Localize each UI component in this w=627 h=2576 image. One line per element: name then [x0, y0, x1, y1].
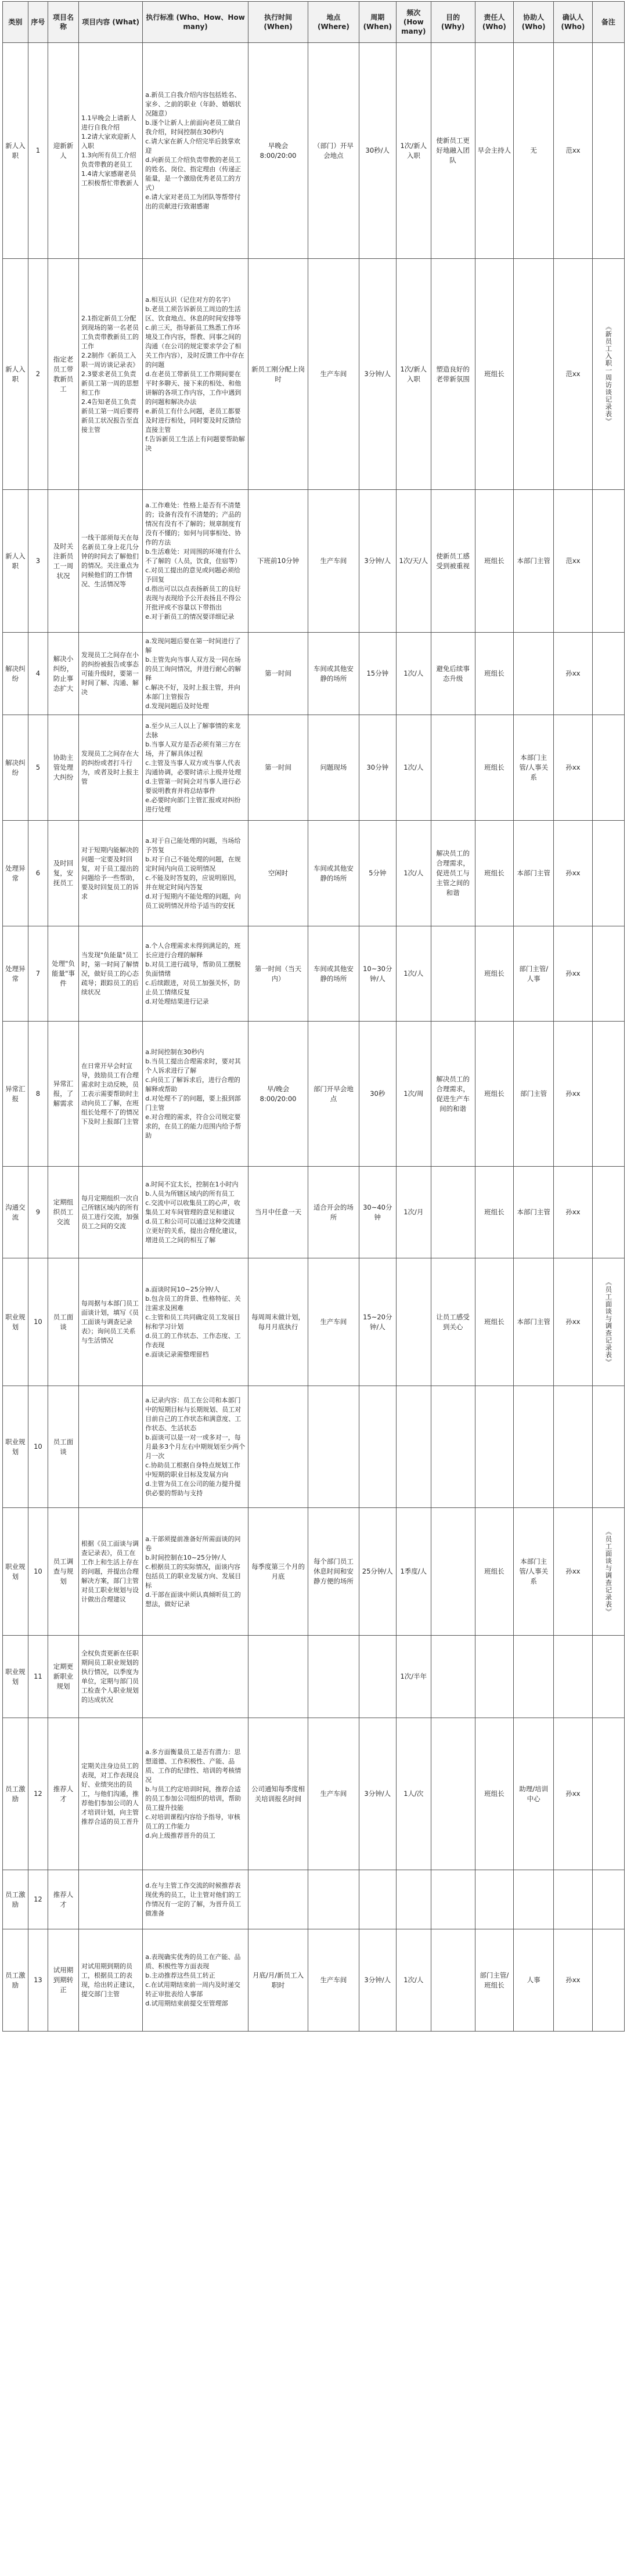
owner — [475, 1636, 514, 1718]
execution-standard: a.记录内容：员工在公司和本部门中的短期目标与长期规划、员工对目前自己的工作状态和满意度、工作状态、生活状态 b.面谈可以是一对一或多对一，每月最多3个月左右中期规划至少两个月一次 c.协助员工根据自身特点规划工作中短期的职业目标及发展方向 d.主管为员工在公司的能力提升提供必要的帮助与支持 — [143, 1386, 248, 1508]
column-header: 周期 (When) — [359, 2, 396, 43]
location: 适合开会的场所 — [308, 1167, 359, 1258]
execution-standard: a.面谈时间10~25分钟/人 b.包含员工的背景、性格特征、关注需求及困难 c.主管和员工共同确定员工发展目标和学习计划 d.员工的工作状态、工作态度、工作表现 e.面谈记录需整理留档 — [143, 1258, 248, 1386]
frequency: 1次/人 — [396, 926, 431, 1022]
purpose — [431, 1870, 475, 1929]
assistant: 本部门主管/人事关系 — [514, 715, 554, 821]
execution-standard: a.新员工自我介绍内容包括姓名、家乡、之前的职业（年龄、婚姻状况随意） b.逐个让新人上前面向老员工做自我介绍，时间控制在30秒内 c.请大家在新人介绍完毕后鼓掌欢迎 d.向新员工介绍负责带教的老员工的姓名、岗位、指定理由（传递正能量，是一个激励优秀老员工的方式） e.请大家对老员工为团队等帮带付出的贡献进行致谢感谢 — [143, 43, 248, 259]
item-content: 对试用期到期的员工，根据员工的表现，给出转正建议，提交部门主管 — [78, 1929, 142, 2032]
table-body — [3, 43, 625, 2032]
remark-text: 《新员工入职一周访谈记录表》 — [604, 323, 613, 425]
category-cell: 新人入职 — [3, 43, 28, 259]
row-number: 6 — [28, 821, 48, 926]
row-number: 4 — [28, 633, 48, 715]
table-row — [3, 43, 625, 259]
row-number: 10 — [28, 1386, 48, 1508]
category-cell: 异常汇报 — [3, 1022, 28, 1167]
category-cell: 解决纠纷 — [3, 715, 28, 821]
item-name: 处理"负能量"事件 — [48, 926, 79, 1022]
execution-time: 第一时间（当天内） — [248, 926, 308, 1022]
execution-standard: a.对于自己能处理的问题，当场给予答复 b.对于自己不能处理的问题，在规定时间内向员工说明情况 c.不能及时答复的，应说明原因，并在规定时间内答复 d.对于短期内不能处理的问题，向员工说明情况并给予适当的安抚 — [143, 821, 248, 926]
category-cell: 员工激励 — [3, 1718, 28, 1870]
execution-standard: a.个人合理需求未得到满足的，班长应进行合理的解释 b.对员工进行疏导，帮助员工摆脱负面情绪 c.后续跟进，对员工加强关怀，防止员工情绪反复 d.对处理结果进行记录 — [143, 926, 248, 1022]
table-row — [3, 1167, 625, 1258]
assistant — [514, 1386, 554, 1508]
column-header: 执行时间 (When) — [248, 2, 308, 43]
table-row — [3, 490, 625, 633]
row-number: 3 — [28, 490, 48, 633]
execution-time — [248, 1386, 308, 1508]
owner: 班组长 — [475, 1508, 514, 1636]
confirmer — [554, 1386, 593, 1508]
frequency: 1次/新人入职 — [396, 259, 431, 490]
purpose — [431, 1508, 475, 1636]
category-cell: 职业规划 — [3, 1386, 28, 1508]
frequency — [396, 1258, 431, 1386]
cycle: 3分钟/人 — [359, 1929, 396, 2032]
remark — [592, 1508, 624, 1636]
item-content: 一线干部须每天在每名新员工身上花几分钟的时间去了解他们的情况。关注重点为问候他们的工作情况、生活情况等 — [78, 490, 142, 633]
frequency: 1季度/人 — [396, 1508, 431, 1636]
item-content: 当发现"负能量"员工时，第一时间了解情况，做好员工的心态疏导；跟踪员工的后续状况 — [78, 926, 142, 1022]
category-cell: 新人入职 — [3, 259, 28, 490]
purpose — [431, 715, 475, 821]
execution-time: 公司通知每季度相关培训报名时间 — [248, 1718, 308, 1870]
item-content — [78, 1386, 142, 1508]
table-row — [3, 926, 625, 1022]
owner: 班组长 — [475, 633, 514, 715]
remark — [592, 259, 624, 490]
confirmer: 孙xx — [554, 821, 593, 926]
cycle: 15分钟 — [359, 633, 396, 715]
confirmer: 范xx — [554, 490, 593, 633]
remark — [592, 1386, 624, 1508]
item-name: 异常汇报，了解需求 — [48, 1022, 79, 1167]
table-row — [3, 1386, 625, 1508]
item-content: 1.1早晚会上请新人进行自我介绍 1.2请大家欢迎新人入职 1.3向所有员工介绍负责带教的老员工 1.4请大家感谢老员工积极帮忙带教新人 — [78, 43, 142, 259]
item-name: 员工面谈 — [48, 1258, 79, 1386]
row-number: 13 — [28, 1929, 48, 2032]
category-cell: 职业规划 — [3, 1508, 28, 1636]
column-header: 地点 (Where) — [308, 2, 359, 43]
item-content: 发现员工之间存在大的纠纷或者打斗行为，或者及时上报主管 — [78, 715, 142, 821]
confirmer: 范xx — [554, 259, 593, 490]
execution-standard: a.时间控制在30秒内 b.当员工提出合理需求时，要对其个人诉求进行了解 c.向员工了解诉求后，进行合理的解释或帮助 d.对处理不了的问题，要上报到部门主管 e.对合理的需求，符合公司规定要求的，在员工的能力范围内给予帮助 — [143, 1022, 248, 1167]
row-number: 12 — [28, 1870, 48, 1929]
frequency — [396, 1386, 431, 1508]
location — [308, 1636, 359, 1718]
owner: 班组长 — [475, 1258, 514, 1386]
confirmer: 孙xx — [554, 1508, 593, 1636]
execution-time: 下班前10分钟 — [248, 490, 308, 633]
location: 车间或其他安静的场所 — [308, 926, 359, 1022]
confirmer: 孙xx — [554, 926, 593, 1022]
confirmer: 孙xx — [554, 715, 593, 821]
confirmer: 孙xx — [554, 1929, 593, 2032]
category-cell: 员工激励 — [3, 1870, 28, 1929]
purpose: 让员工感受到关心 — [431, 1258, 475, 1386]
frequency: 1次/人 — [396, 633, 431, 715]
cycle: 15~20分钟/人 — [359, 1258, 396, 1386]
assistant: 本部门主管 — [514, 1167, 554, 1258]
item-name: 员工调查与规划 — [48, 1508, 79, 1636]
table-row — [3, 821, 625, 926]
confirmer: 孙xx — [554, 1022, 593, 1167]
execution-standard: a.发现问题后要在第一时间进行了解 b.主管先向当事人双方及一同在场的员工询问情况，并进行耐心的解释 c.解决不好，及时上报主管，并向本部门主管报告 d.发现问题后及时处理 — [143, 633, 248, 715]
item-content: 根据《员工面谈与调查记录表》，员工在工作上和生活上存在的问题，并提出合理解决方案，部门主管对员工职业规划与设计做出合理建议 — [78, 1508, 142, 1636]
assistant: 本部门主管 — [514, 490, 554, 633]
remark — [592, 1929, 624, 2032]
owner: 班组长 — [475, 1022, 514, 1167]
table-row — [3, 1258, 625, 1386]
item-content: 发现员工之间存在小的纠纷被报告或事态可能升级时，要第一时间了解、沟通、解决 — [78, 633, 142, 715]
owner — [475, 1386, 514, 1508]
frequency: 1次/月 — [396, 1167, 431, 1258]
category-cell: 处理异常 — [3, 926, 28, 1022]
cycle — [359, 1870, 396, 1929]
execution-standard: d.在与主管工作交流的时候推荐表现优秀的员工，让主管对他们的工作情况有一定的了解，为晋升员工做准备 — [143, 1870, 248, 1929]
row-number: 5 — [28, 715, 48, 821]
execution-time: 第一时间 — [248, 715, 308, 821]
assistant — [514, 633, 554, 715]
execution-time: 第一时间 — [248, 633, 308, 715]
table-row — [3, 1508, 625, 1636]
column-header: 备注 — [592, 2, 624, 43]
item-name: 及时关注新员工一周状况 — [48, 490, 79, 633]
confirmer: 孙xx — [554, 1258, 593, 1386]
remark — [592, 1258, 624, 1386]
owner: 班组长 — [475, 821, 514, 926]
item-content: 全权负责更新在任职期间员工职业规划的执行情况，以季度为单位，定期与部门员工检查个人职业规划的达成状况 — [78, 1636, 142, 1718]
cycle — [359, 1636, 396, 1718]
owner: 班组长 — [475, 1718, 514, 1870]
execution-time: 新员工刚分配上岗时 — [248, 259, 308, 490]
remark — [592, 633, 624, 715]
cycle: 5分钟 — [359, 821, 396, 926]
category-cell: 职业规划 — [3, 1636, 28, 1718]
execution-time: 空闲时 — [248, 821, 308, 926]
purpose — [431, 1929, 475, 2032]
location: 问题现场 — [308, 715, 359, 821]
category-cell: 职业规划 — [3, 1258, 28, 1386]
item-content: 在日常开早会时宣导，鼓励员工有合理需求时主动反映，员工表示需要帮助时主动向员工了解，在班组长处理不了的情况下及时上报部门主管 — [78, 1022, 142, 1167]
execution-time: 月底/月/新员工入职时 — [248, 1929, 308, 2032]
execution-standard: a.时间不宜太长，控制在1小时内 b.人员为所辖区域内的所有员工 c.交流中可以收集员工的心声，收集员工对车间管理的意见和建议 d.员工和公司可以通过这种交流建立更好的关系，提出合理化建议，增进员工之间的相互了解 — [143, 1167, 248, 1258]
assistant: 部门主管/人事 — [514, 926, 554, 1022]
remark — [592, 715, 624, 821]
owner: 班组长 — [475, 490, 514, 633]
purpose — [431, 1386, 475, 1508]
item-name: 推荐人才 — [48, 1870, 79, 1929]
execution-time: 每季度第三个月的月底 — [248, 1508, 308, 1636]
category-cell: 新人入职 — [3, 490, 28, 633]
location: 车间或其他安静的场所 — [308, 633, 359, 715]
table-row — [3, 633, 625, 715]
assistant: 本部门主管/人事关系 — [514, 1508, 554, 1636]
row-number: 8 — [28, 1022, 48, 1167]
row-number: 7 — [28, 926, 48, 1022]
remark — [592, 1636, 624, 1718]
purpose: 塑造良好的老带新氛围 — [431, 259, 475, 490]
column-header: 责任人 (Who) — [475, 2, 514, 43]
remark — [592, 926, 624, 1022]
location: （部门）开早会地点 — [308, 43, 359, 259]
column-header: 确认人 (Who) — [554, 2, 593, 43]
cycle: 30分钟 — [359, 715, 396, 821]
item-name: 指定老员工带教新员工 — [48, 259, 79, 490]
execution-time — [248, 1870, 308, 1929]
frequency: 1次/人 — [396, 1929, 431, 2032]
assistant: 无 — [514, 43, 554, 259]
item-content: 2.1指定新员工分配到现场的第一名老员工负责带教新员工的工作 2.2制作《新员工入职一周访谈记录表》 2.3要求老员工负责新员工第一周的思想和工作 2.4告知老员工负责新员工第一周后要将新员工状况报告至直接主管 — [78, 259, 142, 490]
remark-text: 《员工面谈与调查记录表》 — [604, 1278, 613, 1366]
remark — [592, 1870, 624, 1929]
row-number: 9 — [28, 1167, 48, 1258]
location: 生产车间 — [308, 1718, 359, 1870]
column-header: 项目名称 — [48, 2, 79, 43]
column-header: 频次 (How many) — [396, 2, 431, 43]
cycle: 3分钟/人 — [359, 259, 396, 490]
item-name: 迎新新人 — [48, 43, 79, 259]
item-content: 对于短期内能解决的问题一定要及时回复，对于员工提出的问题给予一些帮助，要及时回复员工的诉求 — [78, 821, 142, 926]
frequency: 1次/周 — [396, 1022, 431, 1167]
remark — [592, 490, 624, 633]
cycle: 3分钟/人 — [359, 490, 396, 633]
item-name: 解决小纠纷，防止事态扩大 — [48, 633, 79, 715]
category-cell: 员工激励 — [3, 1929, 28, 2032]
frequency: 1次/人 — [396, 821, 431, 926]
execution-time: 早晚会 8:00/20:00 — [248, 43, 308, 259]
purpose: 解决员工的合理需求，促进员工与主管之间的和谐 — [431, 821, 475, 926]
execution-standard: a.表现确实优秀的员工在产能、品质、积极性等方面表现 b.主动推荐这些员工转正 c.在试用期结束前一周内及时递交转正审批表给人事部 d.试用期结束前提交至管理部 — [143, 1929, 248, 2032]
column-header: 序号 — [28, 2, 48, 43]
assistant — [514, 259, 554, 490]
frequency: 1次/人 — [396, 715, 431, 821]
assistant — [514, 1870, 554, 1929]
owner: 部门主管/班组长 — [475, 1929, 514, 2032]
location: 生产车间 — [308, 1258, 359, 1386]
item-content: 定期关注身边员工的表现，对工作表现良好、业绩突出的员工，与他们沟通，推荐他们参加公司的人才培训计划，向主管推荐合适的员工晋升 — [78, 1718, 142, 1870]
execution-standard: a.工作难处：性格上是否有不清楚的；设备有没有不清楚的；产品的情况有没有不了解的；规章制度有没有不懂的；如何与同事相处、协作的方法 b.生活难处：对周围的环境有什么不了解的（人员，饮食，住宿等） c.对员工提出的意见或问题必须给予回复 d.指出可以以点表扬新员工的良好表现与表现给予公开表扬且不得公开批评或不容量以下带指出 e.对于新员工的情况要详细记录 — [143, 490, 248, 633]
location: 生产车间 — [308, 259, 359, 490]
category-cell: 沟通交流 — [3, 1167, 28, 1258]
row-number: 1 — [28, 43, 48, 259]
row-number: 10 — [28, 1508, 48, 1636]
purpose: 使新员工更好地融入团队 — [431, 43, 475, 259]
assistant: 部门主管 — [514, 1022, 554, 1167]
purpose — [431, 1718, 475, 1870]
sheet — [2, 1, 625, 2032]
item-name: 员工面谈 — [48, 1386, 79, 1508]
table-row — [3, 1929, 625, 2032]
frequency: 1人/次 — [396, 1718, 431, 1870]
management-table — [2, 1, 625, 2032]
column-header: 执行标准 (Who、How、How many) — [143, 2, 248, 43]
execution-standard: a.干部须提前准备好所需面谈的问卷 b.时间控制在10~25分钟/人 c.根据员工的实际情况，面谈内容包括员工的职业发展方向、发展目标 d.干部在面谈中须认真倾听员工的想法，做好记录 — [143, 1508, 248, 1636]
item-content: 每月定期组织一次自己所辖区域内的所有员工进行交流，加强员工之间的交流 — [78, 1167, 142, 1258]
column-header: 协助人 (Who) — [514, 2, 554, 43]
owner: 班组长 — [475, 259, 514, 490]
table-row — [3, 259, 625, 490]
execution-time: 每周周末做计划，每月月底执行 — [248, 1258, 308, 1386]
header-row — [3, 2, 625, 43]
confirmer: 孙xx — [554, 1167, 593, 1258]
location: 生产车间 — [308, 1929, 359, 2032]
location: 每个部门员工休息时间和安静方便的场所 — [308, 1508, 359, 1636]
item-name: 定期组织员工交流 — [48, 1167, 79, 1258]
cycle: 10~30分钟/人 — [359, 926, 396, 1022]
purpose — [431, 926, 475, 1022]
execution-standard: a.多方面衡量员工是否有潜力：思想道德、工作积极性、产能、品质、工作的纪律性、培训的考核情况 b.与员工约定培训时间，推荐合适的员工参加公司组织的培训，帮助员工提升技能 c.对培训课程内容给予指导，审核员工的工作能力 d.向上级推荐晋升的员工 — [143, 1718, 248, 1870]
remark — [592, 1718, 624, 1870]
location: 车间或其他安静的场所 — [308, 821, 359, 926]
confirmer: 范xx — [554, 43, 593, 259]
item-content: 每周据与本部门员工面谈计划，填写《员工面谈与调查记录表》；询问员工关系与生活情况 — [78, 1258, 142, 1386]
table-row — [3, 1870, 625, 1929]
category-cell: 解决纠纷 — [3, 633, 28, 715]
item-name: 试用期到期转正 — [48, 1929, 79, 2032]
confirmer — [554, 1870, 593, 1929]
purpose — [431, 1167, 475, 1258]
column-header: 项目内容 (What) — [78, 2, 142, 43]
frequency — [396, 1870, 431, 1929]
assistant: 本部门主管 — [514, 821, 554, 926]
item-name: 协助主管处理大纠纷 — [48, 715, 79, 821]
execution-time — [248, 1636, 308, 1718]
remark — [592, 1022, 624, 1167]
frequency: 1次/天/人 — [396, 490, 431, 633]
execution-standard — [143, 1636, 248, 1718]
owner — [475, 1870, 514, 1929]
table-row — [3, 1718, 625, 1870]
cycle — [359, 1386, 396, 1508]
execution-standard: a.相互认识（记住对方的名字） b.老员工须告诉新员工周边的生活区、饮食地点、休息的时间安排等 c.前三天，指导新员工熟悉工作环境及工作内容，帮教、同事之间的沟通（在公司的规定要求学会了相关工作内容），及时反馈工作中存在的问题 d.在老员工带新员工工作期间要在平时多聊天、接下来的相处、和他讲解的各项工作内容，工作中遇到的问题和解决办法 e.新员工有什么问题，老员工都要及时进行相处，同时要及时反馈给直接主管 f.告诉新员工生活上有问题要帮助解决 — [143, 259, 248, 490]
item-content — [78, 1870, 142, 1929]
row-number: 2 — [28, 259, 48, 490]
location — [308, 1870, 359, 1929]
remark — [592, 1167, 624, 1258]
column-header: 类别 — [3, 2, 28, 43]
assistant: 本部门主管 — [514, 1258, 554, 1386]
confirmer: 孙xx — [554, 633, 593, 715]
remark — [592, 821, 624, 926]
assistant: 助理/培训中心 — [514, 1718, 554, 1870]
owner: 班组长 — [475, 1167, 514, 1258]
purpose: 解决员工的合理需求，促进生产车间的和谐 — [431, 1022, 475, 1167]
location — [308, 1386, 359, 1508]
table-row — [3, 715, 625, 821]
frequency: 1次/新人入职 — [396, 43, 431, 259]
assistant: 人事 — [514, 1929, 554, 2032]
table-row — [3, 1636, 625, 1718]
location: 生产车间 — [308, 490, 359, 633]
owner: 班组长 — [475, 715, 514, 821]
execution-time: 早/晚会 8:00/20:00 — [248, 1022, 308, 1167]
item-name: 推荐人才 — [48, 1718, 79, 1870]
item-name: 及时回复，安抚员工 — [48, 821, 79, 926]
cycle: 30秒 — [359, 1022, 396, 1167]
item-name: 定期更新职业规划 — [48, 1636, 79, 1718]
confirmer — [554, 1636, 593, 1718]
assistant — [514, 1636, 554, 1718]
frequency: 1次/半年 — [396, 1636, 431, 1718]
table-row — [3, 1022, 625, 1167]
owner: 早会主持人 — [475, 43, 514, 259]
remark — [592, 43, 624, 259]
execution-standard: a.至少从三人以上了解事情的来龙去脉 b.当事人双方是否必须有第三方在场，并了解具体过程 c.主管及当事人双方或当事人代表沟通协调，必要时请示上级并处理 d.主管第一时间会对当事人进行必要说明教育并将总结事件 e.必要时向部门主管汇报或对纠纷进行处理 — [143, 715, 248, 821]
cycle: 30秒/人 — [359, 43, 396, 259]
category-cell: 处理异常 — [3, 821, 28, 926]
purpose: 避免后续事态升级 — [431, 633, 475, 715]
row-number: 10 — [28, 1258, 48, 1386]
row-number: 11 — [28, 1636, 48, 1718]
cycle: 3分钟/人 — [359, 1718, 396, 1870]
confirmer: 孙xx — [554, 1718, 593, 1870]
column-header: 目的 (Why) — [431, 2, 475, 43]
execution-time: 当月中任意一天 — [248, 1167, 308, 1258]
purpose: 使新员工感受到被重视 — [431, 490, 475, 633]
location: 部门开早会地点 — [308, 1022, 359, 1167]
purpose — [431, 1636, 475, 1718]
row-number: 12 — [28, 1718, 48, 1870]
cycle: 25分钟/人 — [359, 1508, 396, 1636]
remark-text: 《员工面谈与调查记录表》 — [604, 1528, 613, 1615]
cycle: 30~40分钟 — [359, 1167, 396, 1258]
owner: 班组长 — [475, 926, 514, 1022]
